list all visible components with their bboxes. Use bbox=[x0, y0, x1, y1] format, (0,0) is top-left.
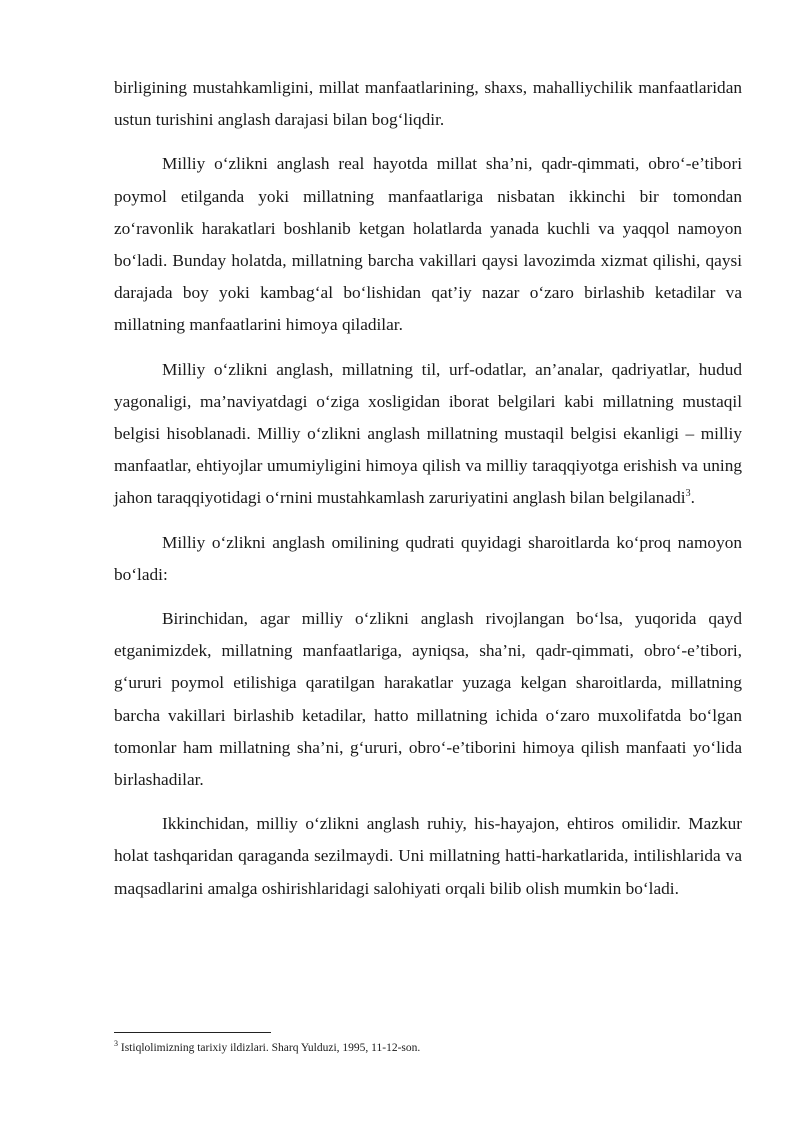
paragraph-5: Birinchidan, agar milliy o‘zlikni anglash rivojlangan bo‘lsa, yuqorida qayd etganimizdek, millatning manfaatlariga, ayniqsa, sha’ni, qadr-qimmati, obro‘-e’tibori, g‘ururi poymol etilishiga qaratilgan harakatlar yuzaga kelgan sharoitlarda, millatning barcha vakillari birlashib ketadilar, hatto millatning ichida o‘zaro muxolifatda bo‘lgan tomonlar ham millatning sha’ni, g‘ururi, obro‘-e’tiborini himoya qilish manfaati yo‘lida birlashadilar. bbox=[114, 609, 742, 790]
footnote-divider bbox=[114, 1032, 271, 1033]
paragraph-3 bbox=[114, 354, 742, 515]
footnote bbox=[114, 1040, 742, 1056]
paragraph-1: birligining mustahkamligini, millat manfaatlarining, shaxs, mahalliychilik manfaatlaridan ustun turishini anglash darajasi bilan bog‘liqdir. bbox=[114, 78, 742, 130]
footnote-number: 3 bbox=[114, 1039, 118, 1049]
paragraph-2: Milliy o‘zlikni anglash real hayotda millat sha’ni, qadr-qimmati, obro‘-e’tibori poymol etilganda yoki millatning manfaatlariga nisbatan ikkinchi bir tomondan zo‘ravonlik harakatlari boshlanib ketgan holatlarda yanada kuchli va yaqqol namoyon bo‘ladi. Bunday holatda, millatning barcha vakillari qaysi lavozimda xizmat qilishi, qaysi darajada boy yoki kambag‘al bo‘lishidan qat’iy nazar o‘zaro birlashib ketadilar va millatning manfaatlarini himoya qiladilar. bbox=[114, 154, 742, 335]
paragraph-4: Milliy o‘zlikni anglash omilining qudrati quyidagi sharoitlarda ko‘proq namoyon bo‘ladi: bbox=[114, 532, 742, 584]
paragraph-3-text: Milliy o‘zlikni anglash, millatning til, urf-odatlar, an’analar, qadriyatlar, hudud yagonaligi, ma’naviyatdagi o‘ziga xosligidan iborat belgilari kabi millatning mustaqil belgisi hisoblanadi. Milliy o‘zlikni anglash millatning mustaqil belgisi ekanligi – milliy manfaatlar, ehtiyojlar umumiyligini himoya qilish va milliy taraqqiyotga erishish va uning jahon taraqqiyotidagi o‘rnini mustahkamlash zaruriyatini anglash bilan belgilanadi bbox=[114, 359, 742, 508]
footnote-reference[interactable]: 3 bbox=[685, 488, 691, 500]
document-body bbox=[114, 72, 742, 905]
paragraph-3-end: . bbox=[690, 488, 695, 508]
paragraph-6: Ikkinchidan, milliy o‘zlikni anglash ruhiy, his-hayajon, ehtiros omilidir. Mazkur holat tashqaridan qaraganda sezilmaydi. Uni millatning hatti-harkatlarida, intilishlarida va maqsadlarini amalga oshirishlaridagi salohiyati orqali bilib olish mumkin bo‘ladi. bbox=[114, 814, 742, 898]
footnote-text: Istiqlolimizning tarixiy ildizlari. Sharq Yulduzi, 1995, 11-12-son. bbox=[118, 1042, 421, 1054]
